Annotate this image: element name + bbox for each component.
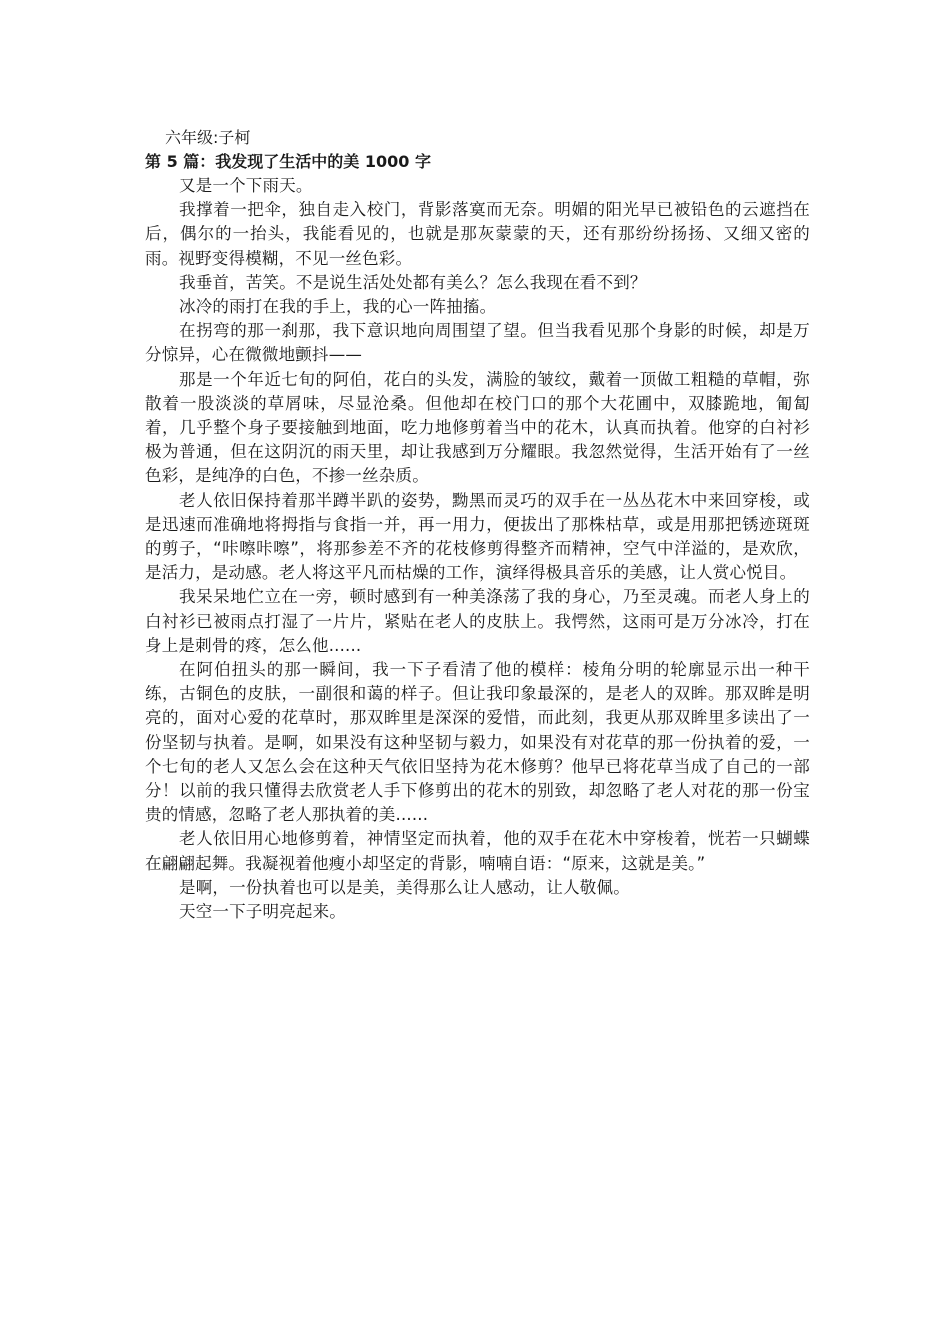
paragraph: 在阿伯扭头的那一瞬间，我一下子看清了他的模样：棱角分明的轮廓显示出一种干练，古铜色的皮肤，一副很和蔼的样子。但让我印象最深的，是老人的双眸。那双眸是明亮的，面对心爱的花草时，那双眸里是深深的爱惜，而此刻，我更从那双眸里多读出了一份坚韧与执着。是啊，如果没有这种坚韧与毅力，如果没有对花草的那一份执着的爱，一个七旬的老人又怎么会在这种天气依旧坚持为花木修剪？他早已将花草当成了自己的一部分！以前的我只懂得去欣赏老人手下修剪出的花木的别致，却忽略了老人对花的那一份宝贵的情感，忽略了老人那执着的美......	[145, 660, 810, 825]
paragraph: 我呆呆地伫立在一旁，顿时感到有一种美涤荡了我的身心，乃至灵魂。而老人身上的白衬衫已被雨点打湿了一片片，紧贴在老人的皮肤上。我愕然，这雨可是万分冰冷，打在身上是刺骨的疼，怎么他......	[145, 587, 810, 655]
paragraph: 又是一个下雨天。	[179, 176, 313, 195]
essay-title: 第 5 篇：我发现了生活中的美 1000 字	[145, 152, 431, 171]
paragraph: 天空一下子明亮起来。	[179, 902, 346, 922]
paragraph: 在拐弯的那一刹那，我下意识地向周围望了望。但当我看见那个身影的时候，却是万分惊异，心在微微地颤抖——	[145, 321, 810, 365]
paragraph: 老人依旧保持着那半蹲半趴的姿势，黝黑而灵巧的双手在一丛丛花木中来回穿梭，或是迅速而准确地将拇指与食指一并，再一用力，便拔出了那株枯草，或是用那把锈迹斑斑的剪子，“咔嚓咔嚓”，将那参差不齐的花枝修剪得整齐而精神，空气中洋溢的，是欢欣，是活力，是动感。老人将这平凡而枯燥的工作，演绎得极具音乐的美感，让人赏心悦目。	[145, 490, 810, 583]
document-body	[145, 126, 810, 924]
author-line: 六年级:子柯	[165, 128, 251, 147]
paragraph: 我撑着一把伞，独自走入校门，背影落寞而无奈。明媚的阳光早已被铅色的云遮挡在后，偶尔的一抬头，我能看见的，也就是那灰蒙蒙的天，还有那纷纷扬扬、又细又密的雨。视野变得模糊，不见一丝色彩。	[145, 200, 810, 268]
paragraph: 我垂首，苦笑。不是说生活处处都有美么？怎么我现在看不到？	[179, 272, 647, 292]
paragraph: 冰冷的雨打在我的手上，我的心一阵抽搐。	[179, 297, 497, 317]
paragraph: 是啊，一份执着也可以是美，美得那么让人感动，让人敬佩。	[179, 877, 630, 897]
paragraph: 那是一个年近七旬的阿伯，花白的头发，满脸的皱纹，戴着一顶做工粗糙的草帽，弥散着一股淡淡的草屑味，尽显沧桑。但他却在校门口的那个大花圃中，双膝跪地，匍匐着，几乎整个身子要接触到地面，吃力地修剪着当中的花木，认真而执着。他穿的白衬衫极为普通，但在这阴沉的雨天里，却让我感到万分耀眼。我忽然觉得，生活开始有了一丝色彩，是纯净的白色，不掺一丝杂质。	[145, 369, 810, 486]
paragraph: 老人依旧用心地修剪着，神情坚定而执着，他的双手在花木中穿梭着，恍若一只蝴蝶在翩翩起舞。我凝视着他瘦小却坚定的背影，喃喃自语：“原来，这就是美。”	[145, 829, 810, 873]
